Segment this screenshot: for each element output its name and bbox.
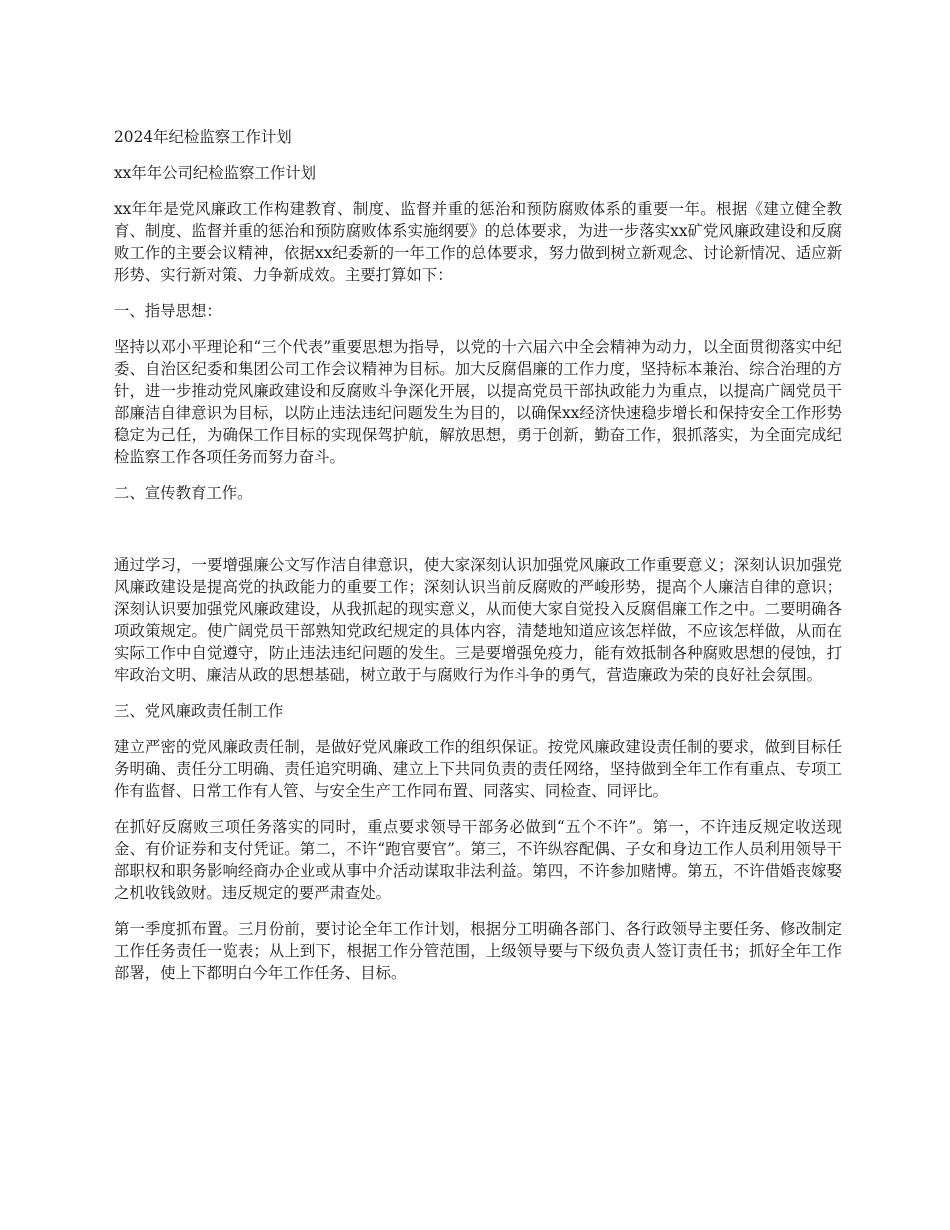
first-quarter-paragraph: 第一季度抓布置。三月份前，要讨论全年工作计划，根据分工明确各部门、各行政领导主要任务、修改制定工作任务责任一览表；从上到下，根据工作分管范围，上级领导要与下级负责人签订责任书；抓好全年工作部署，使上下都明白今年工作任务、目标。 [114,920,842,982]
section-heading-guiding: 一、指导思想： [114,302,222,320]
responsibility-paragraph: 建立严密的党风廉政责任制，是做好党风廉政工作的组织保证。按党风廉政建设责任制的要求，做到目标任务明确、责任分工明确、责任追究明确、建立上下共同负责的责任网络，坚持做到全年工作有重点、专项工作有监督、日常工作有人管、与安全生产工作同布置、同落实、同检查、同评比。 [114,738,842,800]
education-paragraph: 通过学习，一要增强廉公文写作洁自律意识，使大家深刻认识加强党风廉政工作重要意义；深刻认识加强党风廉政建设是提高党的执政能力的重要工作；深刻认识当前反腐败的严峻形势，提高个人廉洁自律的意识；深刻认识要加强党风廉政建设，从我抓起的现实意义，从而使大家自觉投入反腐倡廉工作之中。二要明确各项政策规定。使广阔党员干部熟知党政纪规定的具体内容，清楚地知道应该怎样做，不应该怎样做，从而在实际工作中自觉遵守，防止违法违纪问题的发生。三是要增强免疫力，能有效抵制各种腐败思想的侵蚀，打牢政治文明、廉洁从政的思想基础，树立敢于与腐败行为作斗争的勇气，营造廉政为荣的良好社会氛围。 [114,556,842,684]
document-title: 2024年纪检监察工作计划 [114,128,292,146]
section-heading-education: 二、宣传教育工作。 [114,484,253,502]
document-subtitle: xx年年公司纪检监察工作计划 [114,164,317,182]
document-page [114,126,842,998]
intro-paragraph: xx年年是党风廉政工作构建教育、制度、监督并重的惩治和预防腐败体系的重要一年。根据《建立健全教育、制度、监督并重的惩治和预防腐败体系实施纲要》的总体要求，为进一步落实xx矿党风廉政建设和反腐败工作的主要会议精神，依据xx纪委新的一年工作的总体要求，努力做到树立新观念、讨论新情况、适应新形势、实行新对策、力争新成效。主要打算如下： [114,200,842,284]
blank-gap [114,518,842,554]
guiding-paragraph: 坚持以邓小平理论和“三个代表”重要思想为指导，以党的十六届六中全会精神为动力，以全面贯彻落实中纪委、自治区纪委和集团公司工作会议精神为目标。加大反腐倡廉的工作力度，坚持标本兼治、综合治理的方针，进一步推动党风廉政建设和反腐败斗争深化开展，以提高党员干部执政能力为重点，以提高广阔党员干部廉洁自律意识为目标，以防止违法违纪问题发生为目的，以确保xx经济快速稳步增长和保持安全工作形势稳定为己任，为确保工作目标的实现保驾护航，解放思想，勇于创新，勤奋工作，狠抓落实，为全面完成纪检监察工作各项任务而努力奋斗。 [114,338,842,466]
section-heading-responsibility: 三、党风廉政责任制工作 [114,702,284,720]
five-rules-paragraph: 在抓好反腐败三项任务落实的同时，重点要求领导干部务必做到“五个不许”。第一，不许违反规定收送现金、有价证券和支付凭证。第二，不许“跑官要官”。第三，不许纵容配偶、子女和身边工作人员利用领导干部职权和职务影响经商办企业或从事中介活动谋取非法利益。第四，不许参加赌博。第五，不许借婚丧嫁娶之机收钱敛财。违反规定的要严肃查处。 [114,818,842,902]
